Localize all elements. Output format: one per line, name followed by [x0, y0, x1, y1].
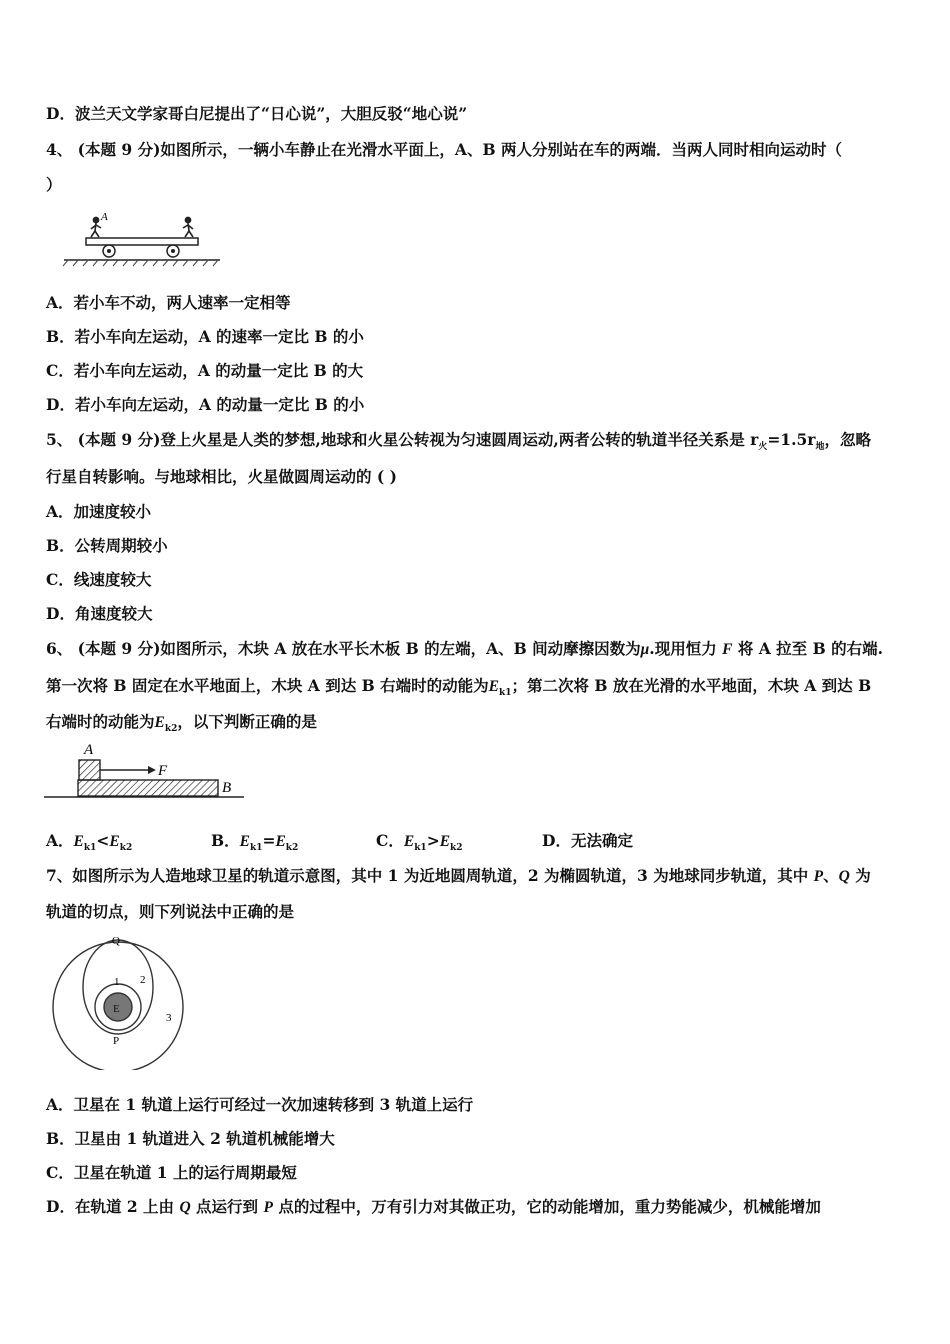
- q6-mu-symbol: μ: [640, 641, 650, 658]
- q7-option-c: C．卫星在轨道 1 上的运行周期最短: [46, 1163, 297, 1182]
- q6-e-symbol: E: [109, 833, 120, 850]
- q7-option-d-text-b: 点运行到: [196, 1197, 259, 1216]
- q5-stem-line1: [46, 428, 871, 452]
- q6-e-symbol: E: [73, 833, 84, 850]
- q6-sub-k1: k1: [249, 843, 263, 854]
- q7-figure-label-e: E: [113, 1003, 120, 1015]
- q7-separator: 、: [823, 866, 839, 885]
- q6-e-symbol: E: [488, 678, 499, 695]
- q7-option-d-text-c: 点的过程中，万有引力对其做正功，它的动能增加，重力势能减少，机械能增加: [278, 1197, 821, 1216]
- q6-stem-line3: [46, 710, 317, 734]
- q7-figure-label-p: P: [113, 1035, 120, 1047]
- q7-option-d-text-a: D．在轨道 2 上由: [46, 1197, 175, 1216]
- q6-stem-text-a: 6、 (本题 9 分)如图所示，木块 A 放在水平长木板 B 的左端，A、B 间动摩擦因数为: [46, 639, 641, 658]
- q6-figure-label-b: B: [222, 780, 232, 796]
- q6-sub-k2: k2: [164, 724, 178, 735]
- q5-option-b: B．公转周期较小: [46, 536, 168, 555]
- q6-stem-text-g: ，以下判断正确的是: [177, 712, 317, 731]
- q6-option-b: [211, 829, 298, 853]
- q5-stem-text-c: ，忽略: [824, 430, 871, 449]
- q6-figure-label-a: A: [84, 742, 94, 758]
- q6-option-a-prefix: A．: [46, 831, 74, 850]
- q7-option-d: [46, 1195, 821, 1217]
- q7-orbit-figure: [50, 930, 190, 1070]
- q6-option-b-prefix: B．: [211, 831, 240, 850]
- q4-stem-line2: ）: [46, 175, 62, 194]
- q7-point-q: Q: [838, 868, 850, 885]
- q7-point-p: P: [263, 1199, 273, 1216]
- q5-option-d: D．角速度较大: [46, 604, 153, 623]
- q7-stem-text-a: 7、如图所示为人造地球卫星的轨道示意图，其中 1 为近地圆周轨道，2 为椭圆轨道，3 为地球同步轨道，其中: [46, 866, 809, 885]
- q5-option-c: C．线速度较大: [46, 570, 152, 589]
- q4-figure-label-a: A: [101, 211, 108, 223]
- q6-figure-label-f: F: [158, 763, 168, 779]
- q6-option-a-relation: <: [96, 831, 110, 850]
- q6-stem-line1: [46, 637, 883, 659]
- q7-point-q: Q: [179, 1199, 191, 1216]
- q6-stem-text-d: 第一次将 B 固定在水平地面上，木块 A 到达 B 右端时的动能为: [46, 676, 489, 695]
- q5-stem-text-a: 5、 (本题 9 分)登上火星是人类的梦想,地球和火星公转视为匀速圆周运动,两者公转的轨道半径关系是 r: [46, 430, 759, 449]
- q7-figure-label-1: 1: [114, 976, 120, 988]
- q6-stem-line2: [46, 674, 871, 698]
- q6-option-c: [376, 829, 463, 853]
- q6-e-symbol: E: [154, 714, 165, 731]
- q7-stem-line2: 轨道的切点，则下列说法中正确的是: [46, 902, 295, 921]
- q6-sub-k2: k2: [119, 843, 133, 854]
- q6-e-symbol: E: [275, 833, 286, 850]
- q5-option-a: A．加速度较小: [46, 502, 152, 521]
- q6-sub-k2: k2: [450, 843, 463, 854]
- q7-figure-label-2: 2: [140, 974, 146, 986]
- q4-option-a: A．若小车不动，两人速率一定相等: [46, 293, 291, 312]
- q6-option-c-prefix: C．: [376, 831, 404, 850]
- q5-sub-mars: 火: [758, 442, 768, 453]
- q5-sub-earth: 地: [815, 442, 825, 453]
- q4-option-d: D．若小车向左运动，A 的动量一定比 B 的小: [46, 395, 365, 414]
- q7-stem-line1: [46, 864, 871, 886]
- q7-stem-text-b: 为: [855, 866, 871, 885]
- q6-force-symbol: F: [722, 641, 733, 658]
- q6-e-symbol: E: [403, 833, 415, 850]
- q7-point-p: P: [813, 868, 824, 885]
- q4-option-b: B．若小车向左运动，A 的速率一定比 B 的小: [46, 327, 364, 346]
- q6-block-figure: [44, 740, 249, 806]
- q7-option-a: A．卫星在 1 轨道上运行可经过一次加速转移到 3 轨道上运行: [46, 1095, 474, 1114]
- q5-stem-line2: 行星自转影响。与地球相比，火星做圆周运动的 ( ): [46, 467, 397, 486]
- q6-stem-text-f: 右端时的动能为: [46, 712, 155, 731]
- q6-option-b-relation: =: [262, 831, 276, 850]
- q6-option-a: [46, 829, 132, 853]
- q6-sub-k1: k1: [498, 688, 512, 699]
- q6-stem-text-c: 将 A 拉至 B 的右端.: [737, 639, 883, 658]
- q6-option-d: D．无法确定: [542, 831, 633, 850]
- q6-e-symbol: E: [239, 833, 250, 850]
- q5-stem-text-b: =1.5r: [767, 430, 816, 449]
- q6-sub-k1: k1: [414, 843, 427, 854]
- q7-option-b: B．卫星由 1 轨道进入 2 轨道机械能增大: [46, 1129, 335, 1148]
- q4-cart-figure: [62, 208, 222, 268]
- q6-sub-k2: k2: [285, 843, 299, 854]
- q7-figure-label-3: 3: [166, 1012, 172, 1024]
- q6-e-symbol: E: [439, 833, 451, 850]
- q7-figure-label-q: Q: [112, 935, 120, 947]
- q6-sub-k1: k1: [83, 843, 97, 854]
- q6-stem-text-e: ；第二次将 B 放在光滑的水平地面，木块 A 到达 B: [511, 676, 872, 695]
- q4-stem-line1: 4、 (本题 9 分)如图所示，一辆小车静止在光滑水平面上，A、B 两人分别站在车的两端．当两人同时相向运动时（: [46, 140, 842, 159]
- q6-stem-text-b: .现用恒力: [649, 639, 717, 658]
- q4-option-c: C．若小车向左运动，A 的动量一定比 B 的大: [46, 361, 364, 380]
- q3-option-d: D．波兰天文学家哥白尼提出了“日心说”，大胆反驳“地心说”: [46, 104, 468, 123]
- q6-option-c-relation: >: [426, 831, 440, 850]
